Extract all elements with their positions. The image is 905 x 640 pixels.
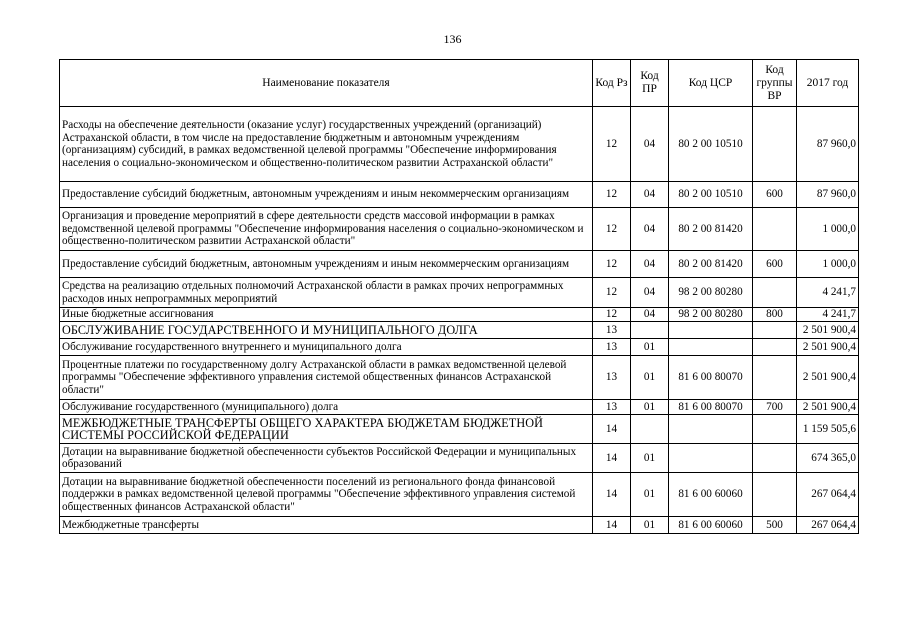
table-row bbox=[60, 400, 859, 415]
row-amount-cell: 4 241,7 bbox=[797, 278, 859, 308]
row-rz-cell: 13 bbox=[593, 339, 631, 356]
row-rz-cell: 13 bbox=[593, 356, 631, 400]
row-csr-cell: 98 2 00 80280 bbox=[669, 278, 753, 308]
row-csr-cell bbox=[669, 339, 753, 356]
table-row bbox=[60, 322, 859, 339]
row-name-cell: Средства на реализацию отдельных полномочий Астраханской области в рамках прочих непрограммных расходов иных непрограммных мероприятий bbox=[60, 278, 593, 308]
row-rz-cell: 12 bbox=[593, 278, 631, 308]
table-row bbox=[60, 444, 859, 473]
row-pr-cell: 04 bbox=[631, 251, 669, 278]
row-pr-cell bbox=[631, 322, 669, 339]
table-row bbox=[60, 356, 859, 400]
row-vr-cell bbox=[753, 208, 797, 251]
row-vr-cell: 800 bbox=[753, 308, 797, 322]
row-vr-cell bbox=[753, 107, 797, 182]
row-name-cell: Предоставление субсидий бюджетным, автономным учреждениям и иным некоммерческим организациям bbox=[60, 182, 593, 208]
row-amount-cell: 1 000,0 bbox=[797, 208, 859, 251]
row-rz-cell: 14 bbox=[593, 444, 631, 473]
row-vr-cell: 700 bbox=[753, 400, 797, 415]
row-name-cell: Организация и проведение мероприятий в сфере деятельности средств массовой информации в рамках ведомственной целевой программы "Обеспечение информирования населения о социально-экономическом и общественно-политическом развитии Астраханской области" bbox=[60, 208, 593, 251]
row-rz-cell: 12 bbox=[593, 308, 631, 322]
table-row bbox=[60, 473, 859, 517]
row-name-cell: МЕЖБЮДЖЕТНЫЕ ТРАНСФЕРТЫ ОБЩЕГО ХАРАКТЕРА БЮДЖЕТАМ БЮДЖЕТНОЙ СИСТЕМЫ РОССИЙСКОЙ ФЕДЕРАЦИИ bbox=[60, 415, 593, 444]
row-vr-cell bbox=[753, 444, 797, 473]
row-pr-cell: 01 bbox=[631, 356, 669, 400]
header-row bbox=[60, 60, 859, 107]
page-number: 136 bbox=[443, 32, 462, 46]
row-csr-cell: 81 6 00 80070 bbox=[669, 400, 753, 415]
row-amount-cell: 2 501 900,4 bbox=[797, 356, 859, 400]
table-row bbox=[60, 308, 859, 322]
row-csr-cell bbox=[669, 415, 753, 444]
row-csr-cell: 80 2 00 10510 bbox=[669, 107, 753, 182]
row-amount-cell: 674 365,0 bbox=[797, 444, 859, 473]
row-vr-cell bbox=[753, 322, 797, 339]
row-vr-cell: 500 bbox=[753, 517, 797, 534]
header-rz: Код Рз bbox=[593, 60, 631, 107]
row-rz-cell: 14 bbox=[593, 517, 631, 534]
row-pr-cell: 01 bbox=[631, 339, 669, 356]
row-rz-cell: 12 bbox=[593, 208, 631, 251]
row-pr-cell bbox=[631, 415, 669, 444]
row-name-cell: Обслуживание государственного (муниципального) долга bbox=[60, 400, 593, 415]
header-pr: Код ПР bbox=[631, 60, 669, 107]
row-amount-cell: 1 159 505,6 bbox=[797, 415, 859, 444]
row-name-cell: Дотации на выравнивание бюджетной обеспеченности субъектов Российской Федерации и муниципальных образований bbox=[60, 444, 593, 473]
row-amount-cell: 2 501 900,4 bbox=[797, 400, 859, 415]
row-vr-cell: 600 bbox=[753, 251, 797, 278]
row-pr-cell: 04 bbox=[631, 107, 669, 182]
row-pr-cell: 04 bbox=[631, 308, 669, 322]
row-amount-cell: 267 064,4 bbox=[797, 517, 859, 534]
row-pr-cell: 04 bbox=[631, 182, 669, 208]
row-name-cell: Дотации на выравнивание бюджетной обеспеченности поселений из регионального фонда финансовой поддержки в рамках ведомственной целевой программы "Обеспечение эффективного управления системой общественных финансов Астраханской области" bbox=[60, 473, 593, 517]
table-row bbox=[60, 208, 859, 251]
row-vr-cell bbox=[753, 356, 797, 400]
row-name-cell: Иные бюджетные ассигнования bbox=[60, 308, 593, 322]
row-vr-cell: 600 bbox=[753, 182, 797, 208]
budget-table bbox=[59, 59, 859, 534]
header-csr: Код ЦСР bbox=[669, 60, 753, 107]
table-row bbox=[60, 339, 859, 356]
row-amount-cell: 2 501 900,4 bbox=[797, 322, 859, 339]
row-csr-cell: 81 6 00 80070 bbox=[669, 356, 753, 400]
table-row bbox=[60, 517, 859, 534]
row-rz-cell: 14 bbox=[593, 473, 631, 517]
row-rz-cell: 13 bbox=[593, 400, 631, 415]
header-year: 2017 год bbox=[797, 60, 859, 107]
row-vr-cell bbox=[753, 339, 797, 356]
row-rz-cell: 14 bbox=[593, 415, 631, 444]
table-row bbox=[60, 182, 859, 208]
row-csr-cell bbox=[669, 322, 753, 339]
row-amount-cell: 4 241,7 bbox=[797, 308, 859, 322]
row-name-cell: Расходы на обеспечение деятельности (оказание услуг) государственных учреждений (организаций) Астраханской области, в том числе на предоставление бюджетным и автономным учреждениям (организациям) субсидий, в рамках ведомственной целевой программы "Обеспечение информирования населения о социально-экономическом и общественно-политическом развитии Астраханской области" bbox=[60, 107, 593, 182]
row-vr-cell bbox=[753, 473, 797, 517]
row-amount-cell: 267 064,4 bbox=[797, 473, 859, 517]
row-amount-cell: 87 960,0 bbox=[797, 182, 859, 208]
row-pr-cell: 01 bbox=[631, 400, 669, 415]
row-csr-cell: 80 2 00 10510 bbox=[669, 182, 753, 208]
row-name-cell: Обслуживание государственного внутреннего и муниципального долга bbox=[60, 339, 593, 356]
row-pr-cell: 04 bbox=[631, 208, 669, 251]
table-row bbox=[60, 415, 859, 444]
row-csr-cell: 81 6 00 60060 bbox=[669, 473, 753, 517]
row-pr-cell: 01 bbox=[631, 473, 669, 517]
row-csr-cell: 81 6 00 60060 bbox=[669, 517, 753, 534]
table-row bbox=[60, 251, 859, 278]
row-name-cell: Процентные платежи по государственному долгу Астраханской области в рамках ведомственной целевой программы "Обеспечение эффективного управления системой общественных финансов Астраханской области" bbox=[60, 356, 593, 400]
row-csr-cell bbox=[669, 444, 753, 473]
row-pr-cell: 04 bbox=[631, 278, 669, 308]
table-row bbox=[60, 278, 859, 308]
row-vr-cell bbox=[753, 415, 797, 444]
row-name-cell: Межбюджетные трансферты bbox=[60, 517, 593, 534]
row-rz-cell: 12 bbox=[593, 251, 631, 278]
table-row bbox=[60, 107, 859, 182]
row-amount-cell: 1 000,0 bbox=[797, 251, 859, 278]
row-rz-cell: 12 bbox=[593, 107, 631, 182]
row-name-cell: ОБСЛУЖИВАНИЕ ГОСУДАРСТВЕННОГО И МУНИЦИПАЛЬНОГО ДОЛГА bbox=[60, 322, 593, 339]
header-name: Наименование показателя bbox=[60, 60, 593, 107]
header-vr: Код группы ВР bbox=[753, 60, 797, 107]
row-rz-cell: 13 bbox=[593, 322, 631, 339]
row-csr-cell: 98 2 00 80280 bbox=[669, 308, 753, 322]
row-name-cell: Предоставление субсидий бюджетным, автономным учреждениям и иным некоммерческим организациям bbox=[60, 251, 593, 278]
row-csr-cell: 80 2 00 81420 bbox=[669, 251, 753, 278]
row-rz-cell: 12 bbox=[593, 182, 631, 208]
row-csr-cell: 80 2 00 81420 bbox=[669, 208, 753, 251]
row-pr-cell: 01 bbox=[631, 444, 669, 473]
row-vr-cell bbox=[753, 278, 797, 308]
row-pr-cell: 01 bbox=[631, 517, 669, 534]
row-amount-cell: 2 501 900,4 bbox=[797, 339, 859, 356]
row-amount-cell: 87 960,0 bbox=[797, 107, 859, 182]
